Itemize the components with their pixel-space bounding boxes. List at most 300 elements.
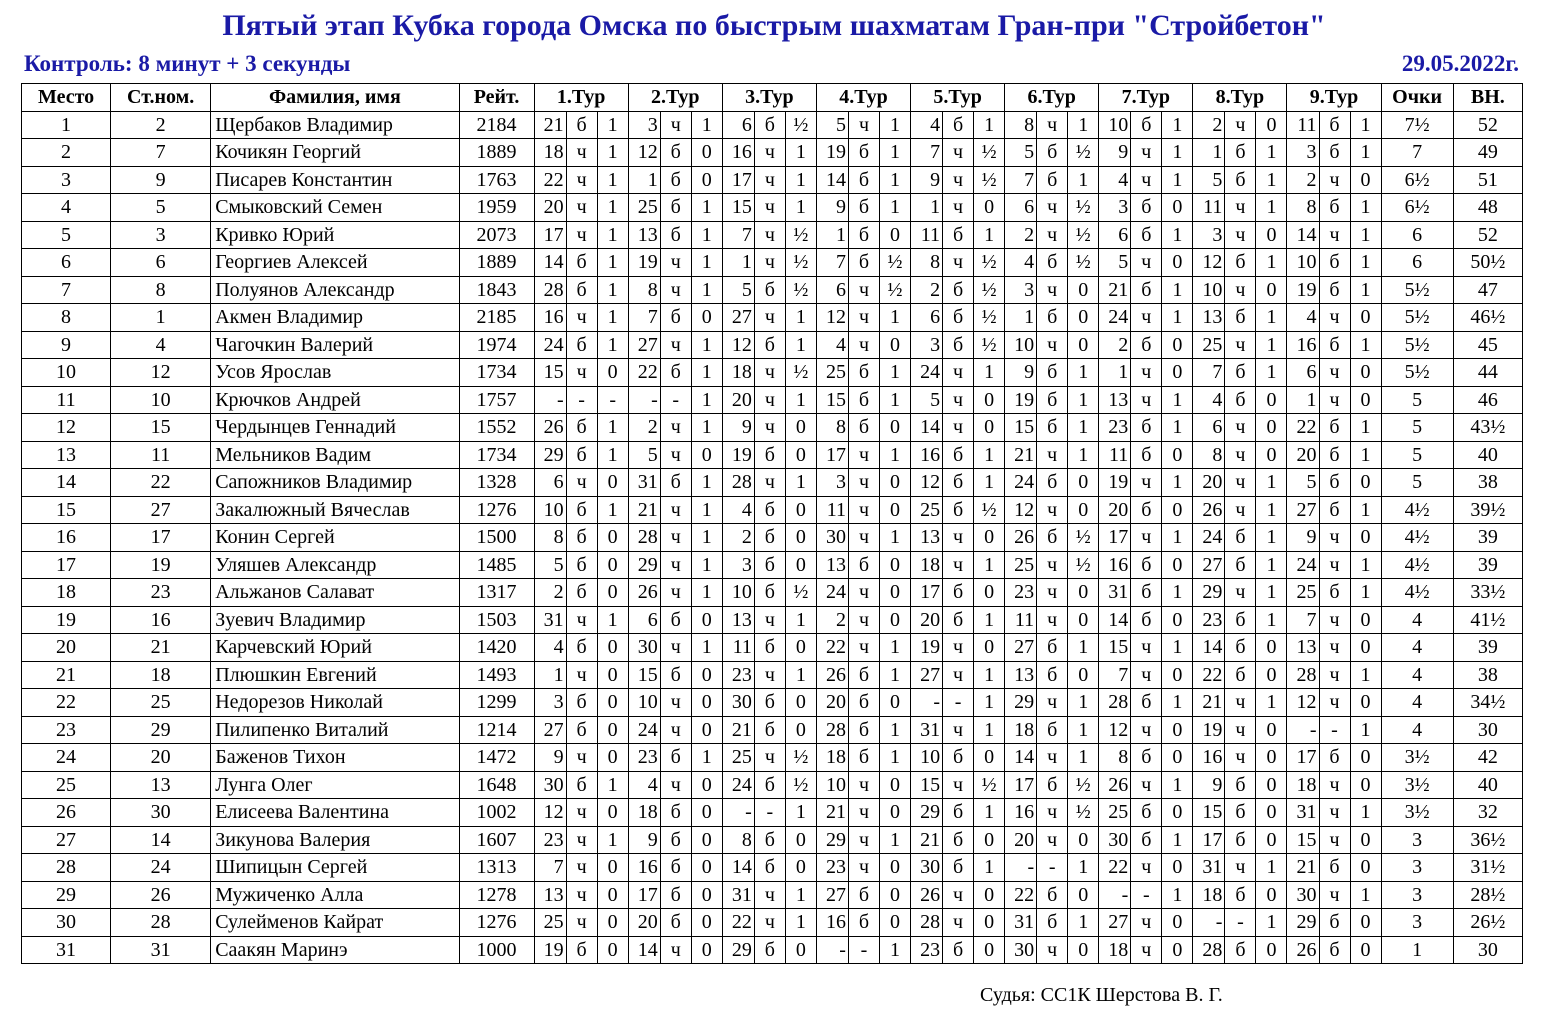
round-result-cell: 0 — [974, 414, 1005, 442]
round-result-cell: 1 — [691, 194, 722, 222]
round-color-cell: ч — [943, 166, 974, 194]
table-row — [22, 579, 1523, 607]
round-opponent-cell: 8 — [816, 414, 848, 442]
round-color-cell: б — [943, 221, 974, 249]
round-opponent-cell: 11 — [1193, 194, 1225, 222]
round-color-cell: - — [1319, 716, 1350, 744]
table-row — [22, 359, 1523, 387]
round-opponent-cell: 28 — [1193, 936, 1225, 964]
round-opponent-cell: 12 — [1193, 249, 1225, 277]
round-opponent-cell: 17 — [911, 579, 943, 607]
round-color-cell: б — [754, 331, 785, 359]
round-result-cell: 1 — [691, 276, 722, 304]
round-color-cell: б — [660, 359, 691, 387]
round-opponent-cell: 21 — [722, 716, 754, 744]
round-opponent-cell: 25 — [1099, 799, 1131, 827]
round-color-cell: ч — [660, 496, 691, 524]
round-result-cell: 0 — [1068, 881, 1099, 909]
round-color-cell: б — [660, 661, 691, 689]
round-color-cell: б — [1319, 936, 1350, 964]
round-result-cell: 0 — [1162, 936, 1193, 964]
round-opponent-cell: 1 — [722, 249, 754, 277]
round-color-cell: б — [943, 579, 974, 607]
round-result-cell: 1 — [879, 524, 910, 552]
round-color-cell: б — [848, 414, 879, 442]
round-color-cell: б — [848, 386, 879, 414]
round-result-cell: 0 — [974, 909, 1005, 937]
round-opponent-cell: 7 — [722, 221, 754, 249]
points-cell: 6½ — [1381, 194, 1453, 222]
start-number-cell: 7 — [111, 139, 211, 167]
round-result-cell: 1 — [1256, 524, 1287, 552]
round-color-cell: б — [754, 854, 785, 882]
round-color-cell: ч — [1037, 496, 1068, 524]
round-color-cell: б — [566, 579, 597, 607]
round-result-cell: 1 — [691, 386, 722, 414]
points-cell: 4 — [1381, 661, 1453, 689]
round-opponent-cell: 18 — [1005, 716, 1037, 744]
round-opponent-cell: 27 — [534, 716, 566, 744]
round-result-cell: 0 — [785, 524, 816, 552]
round-color-cell: б — [848, 661, 879, 689]
round-opponent-cell: 29 — [534, 441, 566, 469]
column-header-round-8: 8.Тур — [1193, 84, 1287, 112]
round-opponent-cell: 27 — [911, 661, 943, 689]
points-cell: 6 — [1381, 221, 1453, 249]
round-opponent-cell: 15 — [1287, 826, 1319, 854]
table-row — [22, 634, 1523, 662]
round-result-cell: 1 — [974, 469, 1005, 497]
buchholz-cell: 38 — [1453, 469, 1522, 497]
round-color-cell: б — [943, 606, 974, 634]
round-opponent-cell: 22 — [1287, 414, 1319, 442]
round-color-cell: ч — [848, 524, 879, 552]
round-opponent-cell: 4 — [816, 331, 848, 359]
round-color-cell: б — [754, 524, 785, 552]
round-result-cell: 0 — [1162, 799, 1193, 827]
round-opponent-cell: 13 — [1005, 661, 1037, 689]
round-opponent-cell: 12 — [628, 139, 660, 167]
round-opponent-cell: 30 — [628, 634, 660, 662]
round-color-cell: ч — [566, 359, 597, 387]
column-header-name: Фамилия, имя — [211, 84, 459, 112]
start-number-cell: 12 — [111, 359, 211, 387]
player-name-cell: Сулейменов Кайрат — [211, 909, 459, 937]
round-opponent-cell: 6 — [534, 469, 566, 497]
round-result-cell: 1 — [1068, 689, 1099, 717]
round-result-cell: 0 — [691, 166, 722, 194]
round-opponent-cell: 18 — [628, 799, 660, 827]
time-control: Контроль: 8 минут + 3 секунды — [24, 51, 351, 76]
round-result-cell: 0 — [1256, 276, 1287, 304]
round-opponent-cell: 3 — [1287, 139, 1319, 167]
round-opponent-cell: 7 — [1287, 606, 1319, 634]
round-opponent-cell: 21 — [816, 799, 848, 827]
buchholz-cell: 48 — [1453, 194, 1522, 222]
round-result-cell: 0 — [691, 771, 722, 799]
points-cell: 4½ — [1381, 551, 1453, 579]
start-number-cell: 6 — [111, 249, 211, 277]
player-name-cell: Баженов Тихон — [211, 744, 459, 772]
player-name-cell: Чагочкин Валерий — [211, 331, 459, 359]
round-color-cell: ч — [943, 249, 974, 277]
round-result-cell: 1 — [1256, 551, 1287, 579]
round-opponent-cell: 4 — [628, 771, 660, 799]
round-result-cell: ½ — [785, 579, 816, 607]
round-color-cell: б — [1225, 249, 1256, 277]
round-result-cell: 0 — [974, 194, 1005, 222]
round-color-cell: б — [1225, 771, 1256, 799]
round-opponent-cell: 10 — [911, 744, 943, 772]
round-result-cell: - — [597, 386, 628, 414]
round-opponent-cell: 28 — [722, 469, 754, 497]
round-opponent-cell: 9 — [628, 826, 660, 854]
place-cell: 26 — [22, 799, 111, 827]
round-opponent-cell: 24 — [1099, 304, 1131, 332]
round-color-cell: б — [1225, 166, 1256, 194]
round-opponent-cell: 16 — [628, 854, 660, 882]
round-opponent-cell: 16 — [1099, 551, 1131, 579]
round-result-cell: 1 — [879, 386, 910, 414]
table-row — [22, 304, 1523, 332]
rating-cell: 1974 — [459, 331, 534, 359]
round-result-cell: 1 — [1068, 634, 1099, 662]
round-color-cell: ч — [754, 139, 785, 167]
round-result-cell: 0 — [785, 936, 816, 964]
start-number-cell: 27 — [111, 496, 211, 524]
round-result-cell: 0 — [974, 881, 1005, 909]
round-result-cell: 0 — [1162, 249, 1193, 277]
round-color-cell: ч — [943, 716, 974, 744]
results-body — [22, 111, 1523, 964]
round-result-cell: 0 — [691, 304, 722, 332]
round-color-cell: ч — [943, 386, 974, 414]
round-color-cell: б — [1225, 359, 1256, 387]
round-color-cell: б — [1319, 854, 1350, 882]
rating-cell: 1843 — [459, 276, 534, 304]
player-name-cell: Сапожников Владимир — [211, 469, 459, 497]
round-result-cell: 1 — [691, 359, 722, 387]
round-opponent-cell: 20 — [1287, 441, 1319, 469]
round-opponent-cell: 14 — [1287, 221, 1319, 249]
round-result-cell: ½ — [974, 304, 1005, 332]
round-result-cell: 1 — [597, 496, 628, 524]
round-opponent-cell: 8 — [628, 276, 660, 304]
round-result-cell: 0 — [597, 936, 628, 964]
round-result-cell: 0 — [597, 661, 628, 689]
round-opponent-cell: 22 — [534, 166, 566, 194]
round-result-cell: 0 — [691, 826, 722, 854]
round-result-cell: 0 — [974, 936, 1005, 964]
start-number-cell: 8 — [111, 276, 211, 304]
round-opponent-cell: 1 — [534, 661, 566, 689]
round-color-cell: ч — [1037, 441, 1068, 469]
round-result-cell: 1 — [1256, 606, 1287, 634]
round-opponent-cell: 2 — [911, 276, 943, 304]
round-color-cell: ч — [754, 304, 785, 332]
round-opponent-cell: 4 — [722, 496, 754, 524]
round-opponent-cell: 22 — [1193, 661, 1225, 689]
round-result-cell: ½ — [974, 139, 1005, 167]
start-number-cell: 14 — [111, 826, 211, 854]
round-result-cell: 1 — [879, 744, 910, 772]
round-color-cell: ч — [754, 881, 785, 909]
round-color-cell: б — [943, 496, 974, 524]
round-color-cell: б — [1131, 799, 1162, 827]
rating-cell: 1420 — [459, 634, 534, 662]
table-row — [22, 111, 1523, 139]
round-result-cell: 0 — [691, 881, 722, 909]
round-color-cell: б — [943, 276, 974, 304]
table-row — [22, 331, 1523, 359]
table-row — [22, 551, 1523, 579]
start-number-cell: 22 — [111, 469, 211, 497]
round-result-cell: 1 — [1162, 221, 1193, 249]
round-opponent-cell: 23 — [534, 826, 566, 854]
points-cell: 4 — [1381, 716, 1453, 744]
round-color-cell: б — [566, 496, 597, 524]
round-color-cell: ч — [566, 854, 597, 882]
round-opponent-cell: 12 — [534, 799, 566, 827]
round-opponent-cell: 23 — [628, 744, 660, 772]
points-cell: 5 — [1381, 386, 1453, 414]
table-row — [22, 524, 1523, 552]
points-cell: 3 — [1381, 909, 1453, 937]
round-color-cell: ч — [1319, 221, 1350, 249]
round-result-cell: 1 — [785, 909, 816, 937]
start-number-cell: 26 — [111, 881, 211, 909]
player-name-cell: Чердынцев Геннадий — [211, 414, 459, 442]
round-opponent-cell: 26 — [628, 579, 660, 607]
round-result-cell: 1 — [691, 469, 722, 497]
points-cell: 4½ — [1381, 524, 1453, 552]
round-result-cell: 0 — [785, 441, 816, 469]
round-result-cell: 0 — [1162, 716, 1193, 744]
round-color-cell: ч — [848, 304, 879, 332]
round-result-cell: 1 — [974, 661, 1005, 689]
round-opponent-cell: 4 — [911, 111, 943, 139]
round-color-cell: ч — [1131, 304, 1162, 332]
round-color-cell: б — [566, 771, 597, 799]
round-opponent-cell: 21 — [1099, 276, 1131, 304]
round-color-cell: ч — [1037, 579, 1068, 607]
round-result-cell: 0 — [1256, 441, 1287, 469]
column-header-round-3: 3.Тур — [722, 84, 816, 112]
round-opponent-cell: 23 — [816, 854, 848, 882]
buchholz-cell: 31½ — [1453, 854, 1522, 882]
table-row — [22, 249, 1523, 277]
round-result-cell: 1 — [785, 799, 816, 827]
round-result-cell: ½ — [974, 331, 1005, 359]
round-result-cell: 1 — [597, 304, 628, 332]
round-opponent-cell: 20 — [1099, 496, 1131, 524]
round-result-cell: 0 — [1162, 661, 1193, 689]
round-opponent-cell: 23 — [1005, 579, 1037, 607]
round-result-cell: 0 — [1162, 331, 1193, 359]
round-color-cell: ч — [1319, 304, 1350, 332]
round-result-cell: 1 — [879, 826, 910, 854]
round-opponent-cell: 30 — [1099, 826, 1131, 854]
round-color-cell: ч — [1037, 331, 1068, 359]
round-opponent-cell: 17 — [722, 166, 754, 194]
round-color-cell: ч — [566, 139, 597, 167]
place-cell: 8 — [22, 304, 111, 332]
round-result-cell: 0 — [597, 744, 628, 772]
rating-cell: 1299 — [459, 689, 534, 717]
round-opponent-cell: 28 — [911, 909, 943, 937]
round-result-cell: 1 — [1162, 414, 1193, 442]
round-opponent-cell: 4 — [1193, 386, 1225, 414]
round-result-cell: 1 — [1256, 304, 1287, 332]
round-color-cell: б — [1037, 139, 1068, 167]
round-result-cell: 1 — [691, 524, 722, 552]
buchholz-cell: 26½ — [1453, 909, 1522, 937]
round-opponent-cell: 25 — [722, 744, 754, 772]
rating-cell: 1328 — [459, 469, 534, 497]
round-color-cell: б — [1131, 606, 1162, 634]
buchholz-cell: 49 — [1453, 139, 1522, 167]
round-opponent-cell: 25 — [1193, 331, 1225, 359]
start-number-cell: 30 — [111, 799, 211, 827]
round-color-cell: ч — [754, 194, 785, 222]
round-result-cell: 1 — [597, 194, 628, 222]
player-name-cell: Акмен Владимир — [211, 304, 459, 332]
round-opponent-cell: 20 — [816, 689, 848, 717]
round-result-cell: 0 — [1162, 551, 1193, 579]
round-opponent-cell: 27 — [816, 881, 848, 909]
round-opponent-cell: 10 — [816, 771, 848, 799]
round-color-cell: ч — [1225, 716, 1256, 744]
round-color-cell: б — [848, 689, 879, 717]
round-result-cell: 1 — [1068, 111, 1099, 139]
round-color-cell: ч — [1225, 221, 1256, 249]
round-result-cell: 0 — [1068, 826, 1099, 854]
round-result-cell: 1 — [1350, 331, 1381, 359]
round-opponent-cell: - — [1005, 854, 1037, 882]
round-color-cell: б — [943, 469, 974, 497]
round-opponent-cell: 9 — [1287, 524, 1319, 552]
round-result-cell: 0 — [1068, 661, 1099, 689]
round-result-cell: 1 — [597, 166, 628, 194]
round-opponent-cell: 24 — [722, 771, 754, 799]
start-number-cell: 31 — [111, 936, 211, 964]
round-opponent-cell: 18 — [534, 139, 566, 167]
round-color-cell: ч — [943, 194, 974, 222]
round-opponent-cell: 2 — [628, 414, 660, 442]
round-color-cell: б — [566, 634, 597, 662]
round-opponent-cell: 8 — [1193, 441, 1225, 469]
start-number-cell: 25 — [111, 689, 211, 717]
round-result-cell: 1 — [1350, 661, 1381, 689]
points-cell: 4 — [1381, 634, 1453, 662]
round-color-cell: б — [566, 414, 597, 442]
round-opponent-cell: 20 — [1005, 826, 1037, 854]
round-opponent-cell: 24 — [1005, 469, 1037, 497]
round-opponent-cell: 19 — [911, 634, 943, 662]
rating-cell: 1002 — [459, 799, 534, 827]
round-result-cell: 0 — [1350, 634, 1381, 662]
round-result-cell: 1 — [1350, 139, 1381, 167]
round-opponent-cell: 30 — [1287, 881, 1319, 909]
rating-cell: 1648 — [459, 771, 534, 799]
round-color-cell: ч — [1319, 771, 1350, 799]
round-result-cell: ½ — [879, 249, 910, 277]
round-color-cell: б — [943, 799, 974, 827]
round-opponent-cell: 13 — [1287, 634, 1319, 662]
round-result-cell: 0 — [974, 579, 1005, 607]
round-opponent-cell: - — [534, 386, 566, 414]
round-opponent-cell: 5 — [534, 551, 566, 579]
buchholz-cell: 52 — [1453, 111, 1522, 139]
round-color-cell: б — [1037, 166, 1068, 194]
round-result-cell: 1 — [1256, 689, 1287, 717]
round-opponent-cell: 15 — [816, 386, 848, 414]
round-result-cell: 0 — [785, 854, 816, 882]
rating-cell: 1278 — [459, 881, 534, 909]
table-row — [22, 166, 1523, 194]
start-number-cell: 24 — [111, 854, 211, 882]
rating-cell: 2185 — [459, 304, 534, 332]
round-color-cell: б — [566, 276, 597, 304]
round-opponent-cell: 12 — [1005, 496, 1037, 524]
round-opponent-cell: 18 — [1193, 881, 1225, 909]
round-opponent-cell: 14 — [628, 936, 660, 964]
round-color-cell: б — [754, 826, 785, 854]
round-color-cell: ч — [754, 359, 785, 387]
buchholz-cell: 28½ — [1453, 881, 1522, 909]
round-opponent-cell: 25 — [911, 496, 943, 524]
buchholz-cell: 45 — [1453, 331, 1522, 359]
round-color-cell: ч — [1319, 661, 1350, 689]
round-color-cell: б — [1131, 496, 1162, 524]
round-opponent-cell: 10 — [1287, 249, 1319, 277]
round-result-cell: 0 — [974, 524, 1005, 552]
round-result-cell: 0 — [691, 661, 722, 689]
round-color-cell: б — [660, 194, 691, 222]
round-color-cell: ч — [754, 909, 785, 937]
round-result-cell: 1 — [597, 221, 628, 249]
round-opponent-cell: 16 — [1005, 799, 1037, 827]
round-result-cell: 0 — [597, 799, 628, 827]
round-opponent-cell: 4 — [534, 634, 566, 662]
round-opponent-cell: 5 — [722, 276, 754, 304]
round-opponent-cell: 2 — [1287, 166, 1319, 194]
round-opponent-cell: 9 — [816, 194, 848, 222]
round-color-cell: - — [848, 936, 879, 964]
round-opponent-cell: 24 — [911, 359, 943, 387]
start-number-cell: 15 — [111, 414, 211, 442]
round-color-cell: ч — [754, 221, 785, 249]
round-result-cell: 0 — [879, 881, 910, 909]
points-cell: 3 — [1381, 826, 1453, 854]
round-opponent-cell: 27 — [1099, 909, 1131, 937]
round-color-cell: ч — [943, 771, 974, 799]
round-opponent-cell: 7 — [1193, 359, 1225, 387]
round-result-cell: 1 — [879, 441, 910, 469]
round-opponent-cell: 3 — [534, 689, 566, 717]
round-result-cell: 0 — [785, 634, 816, 662]
round-color-cell: ч — [848, 579, 879, 607]
round-opponent-cell: 9 — [1193, 771, 1225, 799]
round-color-cell: б — [660, 854, 691, 882]
round-opponent-cell: 9 — [534, 744, 566, 772]
buchholz-cell: 46 — [1453, 386, 1522, 414]
round-color-cell: ч — [1131, 166, 1162, 194]
round-result-cell: 1 — [879, 936, 910, 964]
round-opponent-cell: 25 — [628, 194, 660, 222]
round-result-cell: 0 — [1162, 606, 1193, 634]
round-color-cell: б — [1037, 771, 1068, 799]
